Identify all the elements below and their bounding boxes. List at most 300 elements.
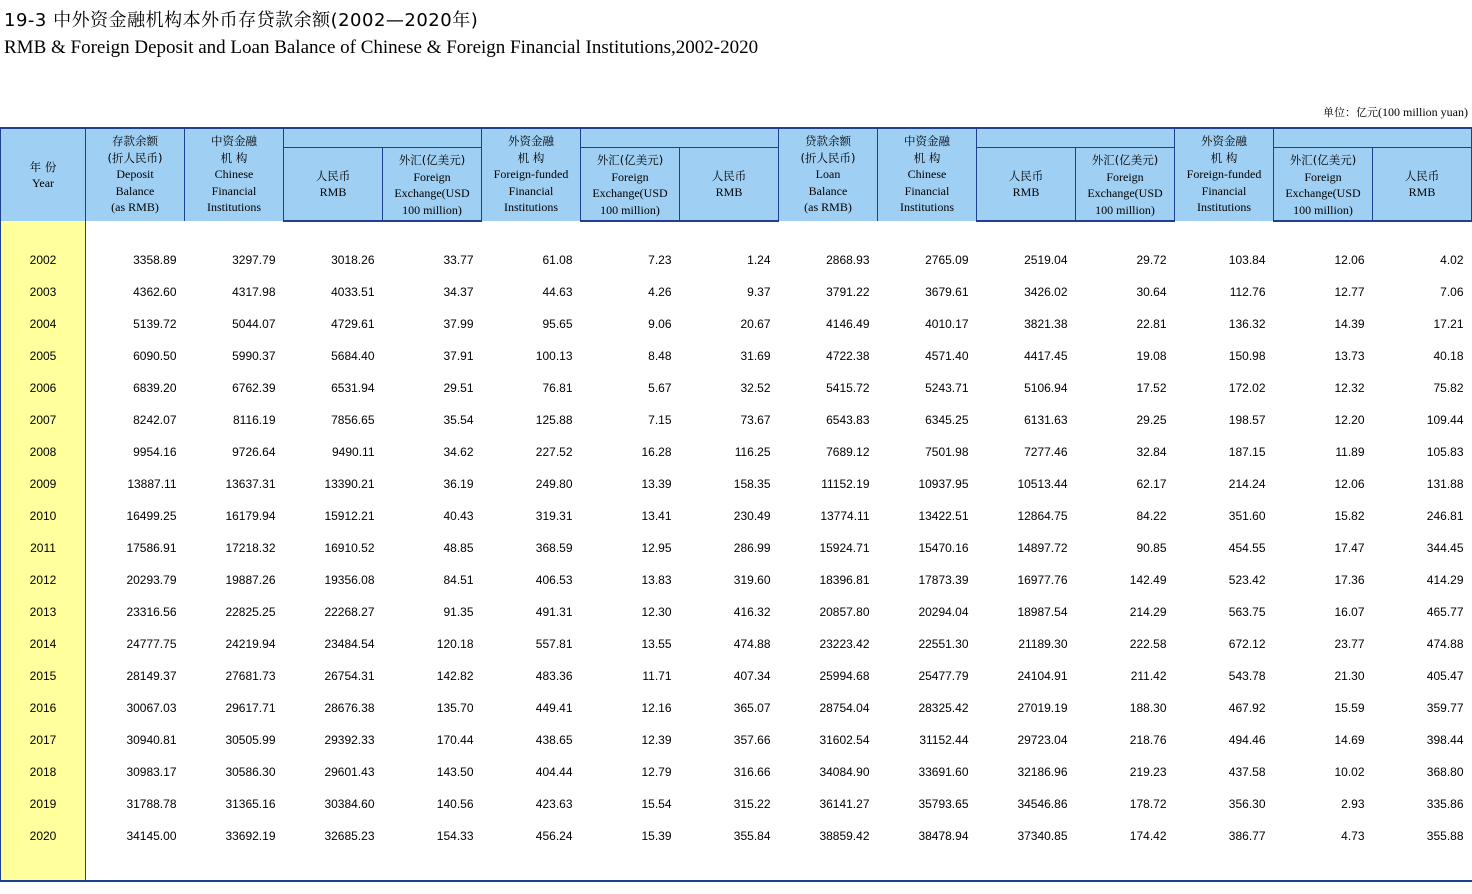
value-cell: 12.16 [641, 701, 672, 715]
value-cell: 23.77 [1334, 637, 1365, 651]
balance-table [0, 127, 1472, 882]
value-cell: 13390.21 [324, 477, 375, 491]
table-cell [779, 221, 878, 244]
value-cell: 7689.12 [826, 445, 870, 459]
value-cell: 386.77 [1228, 829, 1266, 843]
year-cell: 2017 [1, 724, 86, 756]
value-cell: 16977.76 [1017, 573, 1068, 587]
value-cell: 22825.25 [225, 605, 276, 619]
table-row [1, 596, 1472, 628]
value-cell: 19887.26 [225, 573, 276, 587]
value-cell: 30384.60 [324, 797, 375, 811]
header-deposit-balance [86, 128, 185, 221]
header-line: Foreign [413, 169, 451, 184]
value-cell: 9954.16 [133, 445, 177, 459]
value-cell: 22.81 [1136, 317, 1167, 331]
header-line: (as RMB) [804, 200, 852, 214]
value-cell: 15.82 [1334, 509, 1365, 523]
value-cell: 4.02 [1440, 253, 1464, 267]
header-line: 100 million) [1095, 202, 1155, 217]
value-cell: 30983.17 [126, 765, 177, 779]
value-cell: 9490.11 [332, 445, 375, 459]
value-cell: 3358.89 [133, 253, 177, 267]
value-cell: 6762.39 [232, 381, 276, 395]
page-title-en: RMB & Foreign Deposit and Loan Balance of Chinese & Foreign Financial Institutions,2002-2020 [4, 37, 759, 58]
value-cell: 11152.19 [821, 477, 870, 491]
header-line: RMB [715, 185, 743, 199]
table-cell [779, 852, 878, 881]
value-cell: 40.43 [443, 509, 474, 523]
header-line: Institutions [206, 200, 261, 214]
value-cell: 4729.61 [331, 317, 375, 331]
header-deposit-cn-fx [383, 148, 482, 222]
value-cell: 6543.83 [826, 413, 870, 427]
table-cell [680, 852, 779, 881]
value-cell: 21.30 [1334, 669, 1365, 683]
table-row [1, 820, 1472, 852]
value-cell: 187.15 [1228, 445, 1266, 459]
year-cell: 2005 [1, 340, 86, 372]
value-cell: 73.67 [740, 413, 771, 427]
header-line: Exchange(USD [1087, 186, 1163, 200]
value-cell: 36.19 [443, 477, 474, 491]
value-cell: 5990.37 [232, 349, 276, 363]
value-cell: 13637.31 [225, 477, 276, 491]
value-cell: 75.82 [1433, 381, 1464, 395]
table-row [1, 660, 1472, 692]
table-cell [1, 221, 86, 244]
value-cell: 316.66 [733, 765, 771, 779]
value-cell: 23223.42 [819, 637, 870, 651]
value-cell: 95.65 [542, 317, 573, 331]
header-line: Loan [815, 167, 841, 181]
value-cell: 29601.43 [324, 765, 375, 779]
table-row [1, 308, 1472, 340]
header-line: Financial [508, 183, 554, 198]
header-line: 机 构 [220, 150, 248, 165]
value-cell: 13.41 [641, 509, 672, 523]
value-cell: 61.08 [542, 253, 573, 267]
table-row [1, 244, 1472, 276]
header-line: 外资金融 [1201, 134, 1247, 148]
header-line: 外汇(亿美元) [1091, 153, 1159, 167]
header-loan-balance [779, 128, 878, 221]
header-line: 贷款余额 [805, 134, 851, 148]
value-cell: 4.73 [1341, 829, 1365, 843]
header-line: Balance [115, 183, 155, 198]
value-cell: 8.48 [648, 349, 672, 363]
table-row [1, 788, 1472, 820]
header-deposit-chinese-institutions [185, 128, 284, 221]
value-cell: 23484.54 [324, 637, 375, 651]
table-cell [86, 221, 185, 244]
value-cell: 36141.27 [819, 797, 870, 811]
value-cell: 12.95 [641, 541, 672, 555]
header-line: RMB [1408, 185, 1436, 199]
value-cell: 19356.08 [324, 573, 375, 587]
value-cell: 188.30 [1129, 701, 1167, 715]
value-cell: 37340.85 [1017, 829, 1068, 843]
value-cell: 3018.26 [331, 253, 375, 267]
value-cell: 4317.98 [232, 285, 276, 299]
value-cell: 34.37 [443, 285, 474, 299]
value-cell: 17.36 [1334, 573, 1365, 587]
value-cell: 44.63 [542, 285, 573, 299]
value-cell: 335.86 [1426, 797, 1464, 811]
value-cell: 30505.99 [225, 733, 276, 747]
value-cell: 5044.07 [232, 317, 276, 331]
value-cell: 105.83 [1426, 445, 1464, 459]
year-cell: 2002 [1, 244, 86, 276]
value-cell: 6531.94 [331, 381, 375, 395]
header-line: (as RMB) [111, 200, 159, 214]
year-cell: 2020 [1, 820, 86, 852]
value-cell: 8116.19 [233, 413, 276, 427]
header-deposit-foreign-funded-institutions [482, 128, 581, 221]
value-cell: 100.13 [535, 349, 573, 363]
value-cell: 20294.04 [918, 605, 969, 619]
header-loan-cn-fx [1076, 148, 1175, 222]
value-cell: 3679.61 [925, 285, 969, 299]
header-line: Foreign [1304, 169, 1342, 184]
value-cell: 33.77 [443, 253, 474, 267]
value-cell: 13774.11 [820, 509, 870, 523]
value-cell: 27019.19 [1017, 701, 1068, 715]
table-row [1, 628, 1472, 660]
value-cell: 22268.27 [324, 605, 375, 619]
value-cell: 143.50 [436, 765, 474, 779]
value-cell: 112.76 [1229, 285, 1266, 299]
table-cell [86, 852, 185, 881]
table-cell [185, 852, 284, 881]
value-cell: 17218.32 [225, 541, 276, 555]
value-cell: 13422.51 [918, 509, 969, 523]
table-cell [284, 221, 383, 244]
table-body [1, 221, 1472, 881]
value-cell: 523.42 [1228, 573, 1266, 587]
header-deposit-foreign-span [581, 128, 779, 148]
value-cell: 9.06 [648, 317, 672, 331]
header-line: Chinese [907, 167, 947, 181]
spacer-row [1, 221, 1472, 244]
value-cell: 315.22 [733, 797, 771, 811]
value-cell: 398.44 [1426, 733, 1464, 747]
header-line: 100 million) [402, 202, 462, 217]
year-cell: 2011 [1, 532, 86, 564]
value-cell: 474.88 [1426, 637, 1464, 651]
value-cell: 3821.38 [1024, 317, 1068, 331]
value-cell: 474.88 [733, 637, 771, 651]
value-cell: 456.24 [535, 829, 573, 843]
value-cell: 4571.40 [925, 349, 969, 363]
table-row [1, 372, 1472, 404]
value-cell: 249.80 [535, 477, 573, 491]
value-cell: 222.58 [1129, 637, 1167, 651]
value-cell: 1.24 [747, 253, 771, 267]
header-line: Foreign [611, 169, 649, 184]
value-cell: 25994.68 [819, 669, 870, 683]
value-cell: 29.51 [443, 381, 474, 395]
value-cell: 172.02 [1228, 381, 1266, 395]
table-row [1, 340, 1472, 372]
value-cell: 34546.86 [1017, 797, 1068, 811]
value-cell: 30.64 [1136, 285, 1167, 299]
value-cell: 62.17 [1136, 477, 1167, 491]
end-padding-row [1, 852, 1472, 881]
value-cell: 4417.45 [1024, 349, 1068, 363]
value-cell: 103.84 [1228, 253, 1266, 267]
value-cell: 16910.52 [324, 541, 375, 555]
table-row [1, 756, 1472, 788]
year-cell: 2008 [1, 436, 86, 468]
unit-label-en: (100 million yuan) [1378, 105, 1468, 119]
value-cell: 4010.17 [925, 317, 969, 331]
value-cell: 17.21 [1433, 317, 1464, 331]
value-cell: 404.44 [535, 765, 573, 779]
value-cell: 15.39 [641, 829, 672, 843]
header-line: 人民币 [315, 168, 351, 183]
header-deposit-chinese-span [284, 128, 482, 148]
year-cell: 2007 [1, 404, 86, 436]
value-cell: 7501.98 [925, 445, 969, 459]
year-cell: 2009 [1, 468, 86, 500]
value-cell: 6839.20 [133, 381, 177, 395]
header-line: 中资金融 [904, 134, 950, 148]
header-loan-ff-fx [1274, 148, 1373, 222]
table-cell [1274, 221, 1373, 244]
value-cell: 12.32 [1334, 381, 1365, 395]
header-line: 外汇(亿美元) [596, 153, 664, 167]
value-cell: 158.35 [733, 477, 771, 491]
value-cell: 120.18 [436, 637, 474, 651]
value-cell: 319.60 [733, 573, 771, 587]
year-cell: 2018 [1, 756, 86, 788]
value-cell: 11.71 [642, 669, 672, 683]
value-cell: 29.25 [1136, 413, 1167, 427]
value-cell: 14.69 [1334, 733, 1365, 747]
value-cell: 17.52 [1136, 381, 1167, 395]
header-line: 外资金融 [508, 134, 554, 148]
value-cell: 2.93 [1341, 797, 1365, 811]
header-line: 人民币 [1008, 168, 1044, 183]
table-cell [1, 852, 86, 881]
value-cell: 13887.11 [127, 477, 177, 491]
value-cell: 32685.23 [324, 829, 375, 843]
value-cell: 454.55 [1228, 541, 1266, 555]
header-deposit-ff-rmb [680, 148, 779, 222]
value-cell: 414.29 [1426, 573, 1464, 587]
table-cell [977, 852, 1076, 881]
table-cell [977, 221, 1076, 244]
value-cell: 35793.65 [918, 797, 969, 811]
table-cell [383, 852, 482, 881]
value-cell: 34084.90 [819, 765, 870, 779]
header-line: Deposit [116, 167, 154, 181]
value-cell: 7.23 [648, 253, 672, 267]
value-cell: 6131.63 [1024, 413, 1068, 427]
value-cell: 405.47 [1426, 669, 1464, 683]
value-cell: 31788.78 [126, 797, 177, 811]
value-cell: 32186.96 [1017, 765, 1068, 779]
value-cell: 136.32 [1228, 317, 1266, 331]
value-cell: 2519.04 [1024, 253, 1068, 267]
value-cell: 125.88 [535, 413, 573, 427]
value-cell: 416.32 [733, 605, 771, 619]
table-row [1, 692, 1472, 724]
value-cell: 11.89 [1335, 445, 1365, 459]
value-cell: 7.15 [648, 413, 672, 427]
value-cell: 116.25 [734, 445, 771, 459]
header-year-en: Year [31, 176, 55, 190]
value-cell: 10937.95 [918, 477, 969, 491]
table-cell [1076, 221, 1175, 244]
value-cell: 198.57 [1228, 413, 1266, 427]
value-cell: 38478.94 [918, 829, 969, 843]
value-cell: 16.28 [641, 445, 672, 459]
value-cell: 16.07 [1334, 605, 1365, 619]
value-cell: 368.80 [1426, 765, 1464, 779]
header-year-zh: 年 份 [29, 159, 57, 174]
value-cell: 174.42 [1129, 829, 1167, 843]
table-cell [1175, 852, 1274, 881]
table-row [1, 404, 1472, 436]
value-cell: 13.39 [641, 477, 672, 491]
value-cell: 135.70 [436, 701, 474, 715]
table-cell [581, 221, 680, 244]
value-cell: 4722.38 [826, 349, 870, 363]
value-cell: 16499.25 [126, 509, 177, 523]
value-cell: 2868.93 [826, 253, 870, 267]
value-cell: 13.55 [641, 637, 672, 651]
value-cell: 12.20 [1334, 413, 1365, 427]
header-line: Financial [1201, 183, 1247, 198]
value-cell: 494.46 [1228, 733, 1266, 747]
value-cell: 90.85 [1136, 541, 1167, 555]
value-cell: 15.59 [1334, 701, 1365, 715]
value-cell: 28325.42 [918, 701, 969, 715]
value-cell: 3791.22 [826, 285, 870, 299]
value-cell: 365.07 [733, 701, 771, 715]
value-cell: 154.33 [436, 829, 474, 843]
value-cell: 219.23 [1129, 765, 1167, 779]
value-cell: 10513.44 [1017, 477, 1068, 491]
value-cell: 142.82 [436, 669, 474, 683]
value-cell: 4146.49 [826, 317, 870, 331]
value-cell: 24777.75 [126, 637, 177, 651]
header-line: 人民币 [1404, 168, 1440, 183]
unit-label [1323, 104, 1468, 120]
value-cell: 14897.72 [1017, 541, 1068, 555]
value-cell: 31602.54 [819, 733, 870, 747]
value-cell: 12.30 [641, 605, 672, 619]
value-cell: 355.84 [733, 829, 771, 843]
table-cell [878, 221, 977, 244]
value-cell: 438.65 [535, 733, 573, 747]
value-cell: 3297.79 [232, 253, 276, 267]
value-cell: 30586.30 [225, 765, 276, 779]
value-cell: 32.84 [1136, 445, 1167, 459]
value-cell: 214.24 [1228, 477, 1266, 491]
value-cell: 27681.73 [225, 669, 276, 683]
header-line: RMB [1012, 185, 1040, 199]
value-cell: 17873.39 [918, 573, 969, 587]
value-cell: 437.58 [1228, 765, 1266, 779]
table-cell [482, 221, 581, 244]
value-cell: 7277.46 [1024, 445, 1068, 459]
table-cell [1274, 852, 1373, 881]
value-cell: 20.67 [740, 317, 771, 331]
table-row [1, 500, 1472, 532]
year-cell: 2015 [1, 660, 86, 692]
header-line: Foreign [1106, 169, 1144, 184]
value-cell: 21189.30 [1018, 637, 1068, 651]
value-cell: 20857.80 [819, 605, 870, 619]
value-cell: 15.54 [641, 797, 672, 811]
table-cell [1373, 221, 1472, 244]
value-cell: 227.52 [535, 445, 573, 459]
value-cell: 31152.44 [919, 733, 969, 747]
value-cell: 150.98 [1228, 349, 1266, 363]
value-cell: 3426.02 [1024, 285, 1068, 299]
value-cell: 18396.81 [819, 573, 870, 587]
table-row [1, 276, 1472, 308]
value-cell: 178.72 [1129, 797, 1167, 811]
value-cell: 29392.33 [324, 733, 375, 747]
table-cell [1175, 221, 1274, 244]
header-loan-cn-rmb [977, 148, 1076, 222]
header-year [1, 128, 86, 221]
value-cell: 218.76 [1129, 733, 1167, 747]
value-cell: 10.02 [1334, 765, 1365, 779]
value-cell: 356.30 [1228, 797, 1266, 811]
year-cell: 2004 [1, 308, 86, 340]
value-cell: 12864.75 [1017, 509, 1068, 523]
value-cell: 483.36 [535, 669, 573, 683]
value-cell: 34.62 [443, 445, 474, 459]
value-cell: 17586.91 [126, 541, 177, 555]
value-cell: 214.29 [1129, 605, 1167, 619]
value-cell: 76.81 [542, 381, 573, 395]
value-cell: 5243.71 [925, 381, 969, 395]
header-line: Exchange(USD [1285, 186, 1361, 200]
value-cell: 355.88 [1426, 829, 1464, 843]
value-cell: 357.66 [733, 733, 771, 747]
value-cell: 15470.16 [918, 541, 969, 555]
header-line: Foreign-funded [493, 167, 569, 181]
value-cell: 543.78 [1228, 669, 1266, 683]
header-deposit-cn-rmb [284, 148, 383, 222]
value-cell: 84.22 [1136, 509, 1167, 523]
header-line: Institutions [503, 200, 558, 214]
value-cell: 4362.60 [133, 285, 177, 299]
value-cell: 25477.79 [918, 669, 969, 683]
header-line: Exchange(USD [592, 186, 668, 200]
value-cell: 31.69 [740, 349, 771, 363]
year-cell: 2006 [1, 372, 86, 404]
value-cell: 28676.38 [324, 701, 375, 715]
value-cell: 17.47 [1334, 541, 1365, 555]
value-cell: 16179.94 [225, 509, 276, 523]
header-line: 中资金融 [211, 134, 257, 148]
value-cell: 29.72 [1136, 253, 1167, 267]
header-line: 机 构 [517, 150, 545, 165]
value-cell: 7856.65 [331, 413, 375, 427]
value-cell: 109.44 [1426, 413, 1464, 427]
header-loan-ff-rmb [1373, 148, 1472, 222]
value-cell: 35.54 [443, 413, 474, 427]
header-line: Institutions [1196, 200, 1251, 214]
value-cell: 5415.72 [826, 381, 870, 395]
